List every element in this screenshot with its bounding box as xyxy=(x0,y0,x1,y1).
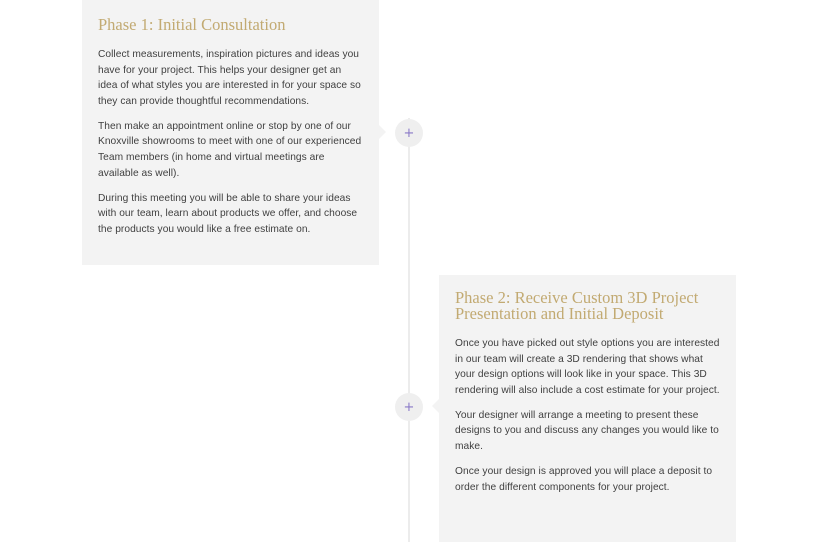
plus-icon: + xyxy=(395,393,423,421)
phase-2-paragraph: Your designer will arrange a meeting to present these designs to you and discuss any changes you would like to make. xyxy=(455,409,719,453)
timeline-line xyxy=(408,118,410,542)
phase-1-paragraph: Collect measurements, inspiration pictures and ideas you have for your project. This helps your designer get an idea of what styles you are interested in for your space so they can provide thoughtful recommendations. xyxy=(98,49,361,107)
plus-icon: + xyxy=(395,119,423,147)
phase-2-paragraph: Once your design is approved you will place a deposit to order the different components for your project. xyxy=(455,466,713,493)
phase-1-title: Phase 1: Initial Consultation xyxy=(98,15,286,34)
phase-1-paragraph: During this meeting you will be able to share your ideas with our team, learn about products we offer, and choose the products you would like a free estimate on. xyxy=(98,192,358,235)
phase-1-paragraph: Then make an appointment online or stop by one of our Knoxville showrooms to meet with one of our experienced Team members (in home and virtual meetings are available as well). xyxy=(98,120,362,179)
phase-2-paragraph: Once you have picked out style options you are interested in our team will create a 3D rendering that shows what your design options will look like in your space. This 3D rendering will also include a cost estimate for your project. xyxy=(455,338,720,396)
phase-1-card xyxy=(82,0,379,265)
phase-2-card xyxy=(439,275,736,542)
phase-2-title: Phase 2: Receive Custom 3D Project Presentation and Initial Deposit xyxy=(455,288,699,323)
